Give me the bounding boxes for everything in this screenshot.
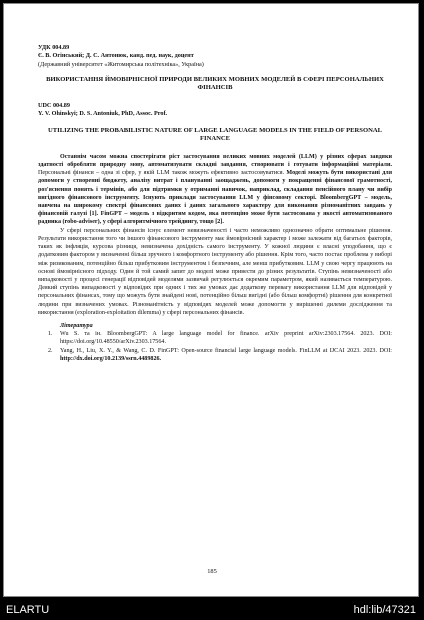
reference-number: 1. (48, 331, 53, 338)
paragraph-1 (38, 153, 392, 227)
header-uk (38, 44, 392, 69)
reference-item (38, 347, 392, 363)
page-content (38, 44, 392, 363)
references-heading: Література (60, 322, 93, 329)
reference-text: Yang, H., Liu, X. Y., & Wang, C. D. FinGPT: Open-source financial large language models. FinLLM at IJCAI 2023. 2023. DOI: (60, 347, 392, 354)
authors-uk: Є. В. Огінський; Д. С. Антонюк, канд. пед. наук, доцент (38, 52, 194, 60)
authors-en: Y. V. Ohinskyi; D. S. Antoniuk, PhD, Assoc. Prof. (38, 110, 168, 118)
paragraph-1-bold-b: Моделі можуть бути використані для допомоги у створенні бюджету, аналізу витрат і плануванні заощаджень, допомоги у покращенні фінансової грамотності, роз'яснення понять і термінів, або для підтримки у отриманні навичок, наприклад, складання пенсійного плану чи вибір вигідного фінансового інструменту. Існують приклади застосування LLM у фінсовому секторі. BloombergGPT – модель, навчена на широкому спектрі фінансових даних і даних загального характеру для виконання різноманітних завдань у фінансовій галузі [1]. FinGPT – модель з відкритим кодом, яка потенціно може бути застосована у якості автоматизованого радника (robo-adviser), у сфері алгоритмічного трейдингу, тощо [2]. (38, 170, 392, 226)
repository-footer (0, 600, 424, 620)
handle-id: hdl:lib/47321 (353, 604, 416, 616)
reference-doi-link[interactable]: http://dx.doi.org/10.2139/ssrn.4489826. (60, 355, 162, 362)
title-uk: ВИКОРИСТАННЯ ЙМОВІРНІСНОЇ ПРИРОДИ ВЕЛИКИХ МОВНИХ МОДЕЛЕЙ В СФЕРІ ПЕРСОНАЛЬНИХ ФІНАНСІВ (46, 75, 384, 92)
paragraph-1-bold-a: Останнім часом можна спостерігати ріст застосування великих мовних моделей (LLM) у різних сферах завдяки здатності обробляти природну мову, автоматизувати складні завдання, створювати і готувати інформаційні матеріали. (38, 153, 392, 169)
reference-number: 2. (48, 347, 53, 354)
udc-en: UDC 004.89 (38, 102, 70, 110)
document-page (3, 3, 419, 597)
reference-item (38, 330, 392, 346)
paragraph-2: У сфері персональних фінансів існує елемент невизначеності і часто неможливо однозначно обрати оптимальне рішення. Результати використання того чи іншого фінансового інструменту має ймовірнісний характер і може залежати від багатьох факторів, таких як інфляція, курсова різниця, невизначена дохідність самого інструменту. У кожної людини є власні уподобання, що є додатковим фактором у визначенні більш зручного і комфортного інструменту або рішення. Крім того, часто постає проблема у виборі між ризикованим, потенційно більш прибутковим інструментом і безпечним, але менш прибутковим. LLM у свою чергу працюють на основі ймовірнісного підходу. Один й той самий запит до моделі може привести до різних результатів. Ступінь невизначеності або випадковості у процесі генерації відповідей моделями зазвичай регулюється окремим параметром, який називається температурою. Деякий ступінь випадковості у відповідях при одних і тих же умовах дає додаткову перевагу використання LLM для відповідей у персональних фінансах, тому що можуть бути знайдені нові, потенційно більш вигідні (або більш комфортні) рішення для конкретної людини при визначених умовах. Різноманітність у відповідях моделей може допомогти у вирішенні дилеми дослідження та використання (exploration-exploitation dilemma) у сфері персональних фінансів. (38, 227, 392, 316)
references-list (38, 330, 392, 363)
title-en: UTILIZING THE PROBABILISTIC NATURE OF LARGE LANGUAGE MODELS IN THE FIELD OF PERSONAL FINANCE (47, 126, 383, 143)
paragraph-1-normal: Персональні фінанси – одна зі сфер, у якій LLM також можуть ефективно застосовуватися. (38, 170, 285, 177)
article-body (38, 153, 392, 317)
header-en (38, 102, 392, 119)
page-number: 185 (207, 568, 217, 575)
affiliation-uk: (Державний університет «Житомирська політехніка», Україна) (38, 60, 204, 68)
repository-name: ELARTU (6, 604, 50, 616)
reference-text: Wu S. та ін. BloombergGPT: A large language model for finance. arXiv preprint arXiv:2303.17564. 2023. DOI: https://doi.org/10.48550/arXiv.2303.17564. (60, 331, 392, 346)
udc-uk: УДК 004.89 (38, 44, 70, 51)
